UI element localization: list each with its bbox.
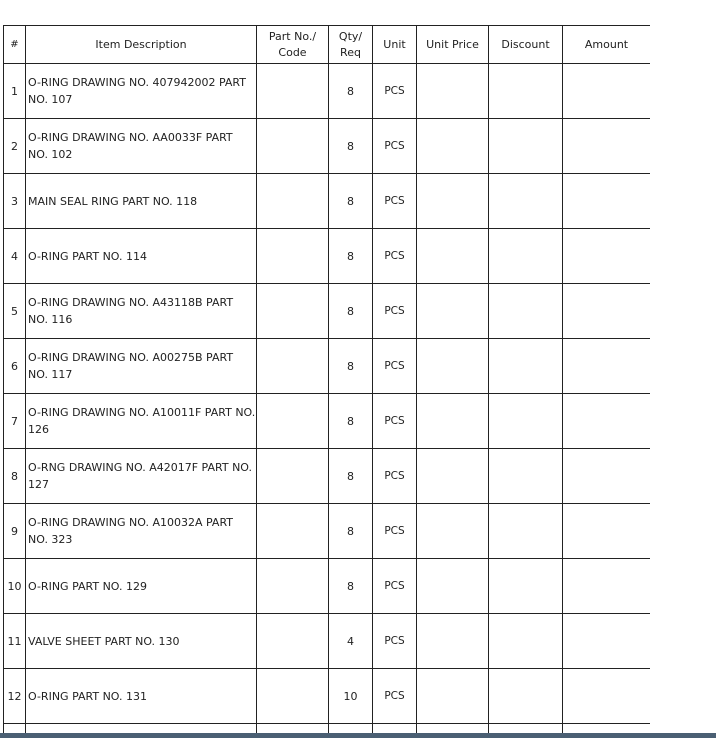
header-unit-price: Unit Price	[417, 26, 489, 64]
part-code-cell	[257, 394, 329, 449]
header-qty-line2: Req	[340, 45, 361, 59]
row-number-cell: 10	[4, 559, 26, 614]
qty-cell: 10	[329, 669, 373, 724]
discount-cell	[489, 119, 563, 174]
item-description-cell: O-RING DRAWING NO. 407942002 PART NO. 107	[26, 64, 257, 119]
row-number-cell: 1	[4, 64, 26, 119]
unit-cell: PCS	[373, 559, 417, 614]
discount-cell	[489, 614, 563, 669]
item-description-cell: O-RING DRAWING NO. A10011F PART NO. 126	[26, 394, 257, 449]
part-code-cell	[257, 559, 329, 614]
amount-cell	[563, 504, 651, 559]
discount-cell	[489, 504, 563, 559]
items-table-container	[3, 25, 650, 738]
unit-cell: PCS	[373, 64, 417, 119]
table-row	[4, 394, 651, 449]
table-row	[4, 614, 651, 669]
amount-cell	[563, 339, 651, 394]
amount-cell	[563, 119, 651, 174]
discount-cell	[489, 669, 563, 724]
item-description-cell: O-RING PART NO. 131	[26, 669, 257, 724]
unit-cell: PCS	[373, 119, 417, 174]
unit-cell: PCS	[373, 339, 417, 394]
amount-cell	[563, 229, 651, 284]
qty-cell: 8	[329, 559, 373, 614]
header-number: #	[4, 26, 26, 64]
table-row	[4, 119, 651, 174]
item-description-cell: O-RING PART NO. 114	[26, 229, 257, 284]
unit-price-cell	[417, 504, 489, 559]
part-code-cell	[257, 174, 329, 229]
unit-price-cell	[417, 119, 489, 174]
part-code-cell	[257, 449, 329, 504]
row-number-cell: 11	[4, 614, 26, 669]
discount-cell	[489, 284, 563, 339]
unit-price-cell	[417, 559, 489, 614]
part-code-cell	[257, 229, 329, 284]
item-description-cell: O-RNG DRAWING NO. A42017F PART NO. 127	[26, 449, 257, 504]
unit-cell: PCS	[373, 504, 417, 559]
table-row	[4, 339, 651, 394]
header-part-code	[257, 26, 329, 64]
unit-cell: PCS	[373, 229, 417, 284]
discount-cell	[489, 339, 563, 394]
part-code-cell	[257, 669, 329, 724]
amount-cell	[563, 669, 651, 724]
amount-cell	[563, 614, 651, 669]
amount-cell	[563, 394, 651, 449]
items-table-body	[4, 64, 651, 738]
part-code-cell	[257, 119, 329, 174]
item-description-cell: MAIN SEAL RING PART NO. 118	[26, 174, 257, 229]
unit-cell: PCS	[373, 669, 417, 724]
header-qty-req	[329, 26, 373, 64]
qty-cell: 4	[329, 614, 373, 669]
unit-price-cell	[417, 64, 489, 119]
item-description-cell: O-RING DRAWING NO. A00275B PART NO. 117	[26, 339, 257, 394]
table-row	[4, 449, 651, 504]
unit-price-cell	[417, 614, 489, 669]
header-discount: Discount	[489, 26, 563, 64]
part-code-cell	[257, 64, 329, 119]
item-description-cell: VALVE SHEET PART NO. 130	[26, 614, 257, 669]
amount-cell	[563, 559, 651, 614]
amount-cell	[563, 449, 651, 504]
row-number-cell: 7	[4, 394, 26, 449]
row-number-cell: 4	[4, 229, 26, 284]
row-number-cell: 2	[4, 119, 26, 174]
table-row	[4, 284, 651, 339]
amount-cell	[563, 174, 651, 229]
unit-cell: PCS	[373, 284, 417, 339]
amount-cell	[563, 284, 651, 339]
row-number-cell: 5	[4, 284, 26, 339]
row-number-cell: 3	[4, 174, 26, 229]
qty-cell: 8	[329, 119, 373, 174]
qty-cell: 8	[329, 449, 373, 504]
discount-cell	[489, 64, 563, 119]
discount-cell	[489, 449, 563, 504]
discount-cell	[489, 559, 563, 614]
unit-cell: PCS	[373, 394, 417, 449]
header-unit: Unit	[373, 26, 417, 64]
unit-price-cell	[417, 394, 489, 449]
discount-cell	[489, 174, 563, 229]
unit-price-cell	[417, 339, 489, 394]
header-row	[4, 26, 651, 64]
unit-cell: PCS	[373, 449, 417, 504]
unit-price-cell	[417, 449, 489, 504]
item-description-cell: O-RING DRAWING NO. A43118B PART NO. 116	[26, 284, 257, 339]
item-description-cell: O-RING DRAWING NO. A10032A PART NO. 323	[26, 504, 257, 559]
unit-price-cell	[417, 229, 489, 284]
row-number-cell: 12	[4, 669, 26, 724]
row-number-cell: 9	[4, 504, 26, 559]
table-row	[4, 669, 651, 724]
window-bottom-bar	[0, 733, 716, 738]
discount-cell	[489, 394, 563, 449]
discount-cell	[489, 229, 563, 284]
qty-cell: 8	[329, 504, 373, 559]
unit-cell: PCS	[373, 174, 417, 229]
unit-price-cell	[417, 669, 489, 724]
unit-price-cell	[417, 174, 489, 229]
row-number-cell: 8	[4, 449, 26, 504]
row-number-cell: 6	[4, 339, 26, 394]
header-part-line1: Part No./	[268, 29, 317, 43]
header-qty-line1: Qty/	[338, 29, 363, 43]
part-code-cell	[257, 614, 329, 669]
table-row	[4, 559, 651, 614]
header-amount: Amount	[563, 26, 651, 64]
qty-cell: 8	[329, 394, 373, 449]
qty-cell: 8	[329, 339, 373, 394]
header-part-line2: Code	[278, 45, 307, 59]
part-code-cell	[257, 284, 329, 339]
qty-cell: 8	[329, 64, 373, 119]
amount-cell	[563, 64, 651, 119]
items-table	[3, 25, 650, 738]
table-row	[4, 64, 651, 119]
part-code-cell	[257, 504, 329, 559]
unit-price-cell	[417, 284, 489, 339]
qty-cell: 8	[329, 229, 373, 284]
table-row	[4, 174, 651, 229]
item-description-cell: O-RING PART NO. 129	[26, 559, 257, 614]
item-description-cell: O-RING DRAWING NO. AA0033F PART NO. 102	[26, 119, 257, 174]
part-code-cell	[257, 339, 329, 394]
qty-cell: 8	[329, 174, 373, 229]
qty-cell: 8	[329, 284, 373, 339]
table-row	[4, 229, 651, 284]
header-item-description: Item Description	[26, 26, 257, 64]
unit-cell: PCS	[373, 614, 417, 669]
table-row	[4, 504, 651, 559]
